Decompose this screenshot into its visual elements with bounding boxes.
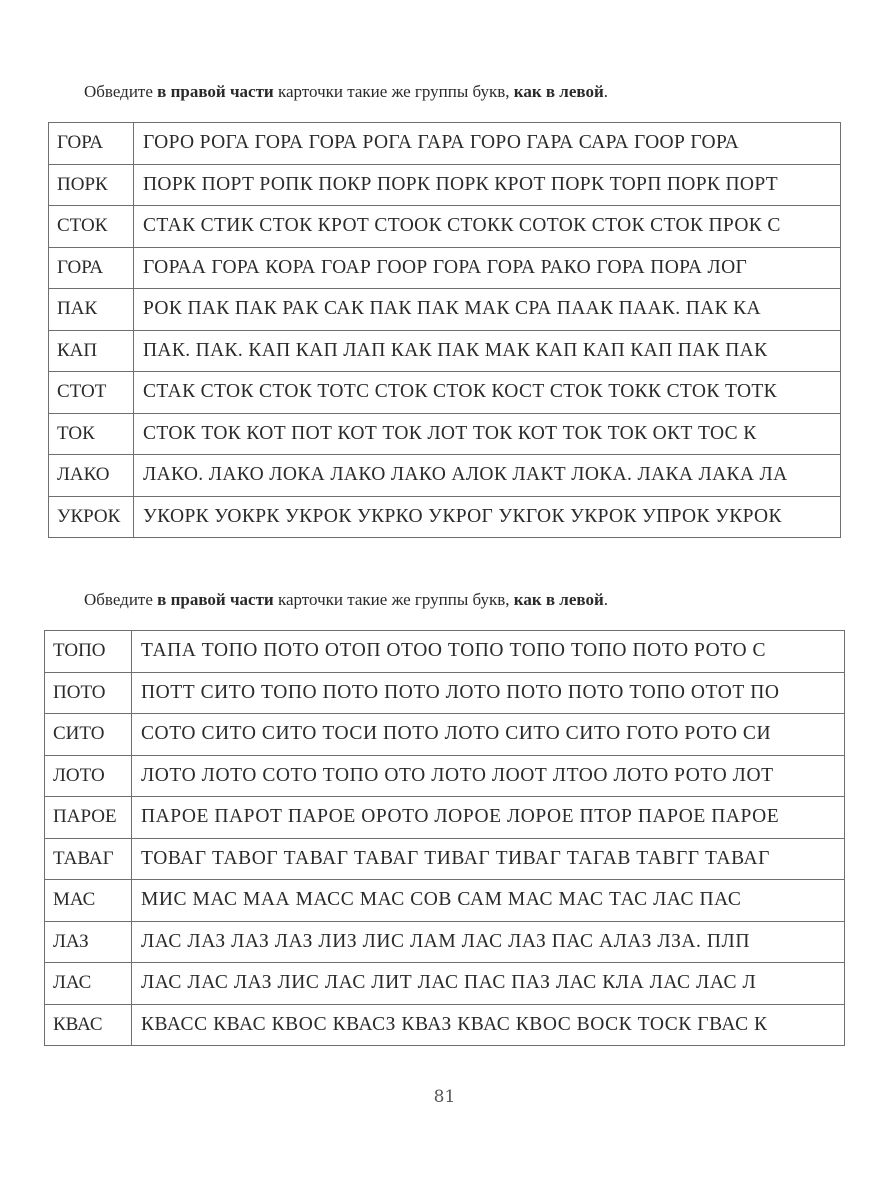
card-key: ТАВАГ [45, 838, 132, 880]
card-key: ТОПО [45, 631, 132, 673]
instruction-mid: карточки такие же группы букв, [273, 82, 514, 101]
card-row [45, 1004, 845, 1046]
card-key: ПАРОЕ [45, 797, 132, 839]
instruction-mid: карточки такие же группы букв, [273, 590, 514, 609]
instruction-pre: Обведите [84, 82, 158, 101]
card-row [49, 455, 841, 497]
card-letter-groups: ЛАС ЛАС ЛАЗ ЛИС ЛАС ЛИТ ЛАС ПАС ПАЗ ЛАС КЛА ЛАС ЛАС Л [132, 963, 845, 1005]
card-key: ГОРА [49, 247, 134, 289]
card-letter-groups: ГОРО РОГА ГОРА ГОРА РОГА ГАРА ГОРО ГАРА САРА ГООР ГОРА [134, 123, 841, 165]
card-key: ПАК [49, 289, 134, 331]
card-letter-groups: ТАПА ТОПО ПОТО ОТОП ОТОО ТОПО ТОПО ТОПО ПОТО РОТО С [132, 631, 845, 673]
card-key: СТОК [49, 206, 134, 248]
instruction-end: . [603, 82, 609, 101]
card-key: КАП [49, 330, 134, 372]
card-letter-groups: КВАСС КВАС КВОС КВАСЗ КВАЗ КВАС КВОС ВОСК ТОСК ГВАС К [132, 1004, 845, 1046]
instruction-bold-right: в правой части [157, 590, 274, 609]
instruction-bold-right: в правой части [157, 82, 274, 101]
card-key: СИТО [45, 714, 132, 756]
card-row [45, 631, 845, 673]
card-letter-groups: РОК ПАК ПАК РАК САК ПАК ПАК МАК СРА ПААК ПААК. ПАК КА [134, 289, 841, 331]
instruction-text-1 [84, 82, 608, 102]
card-key: ЛАЗ [45, 921, 132, 963]
card-row [49, 206, 841, 248]
card-row [49, 330, 841, 372]
card-key: ЛАС [45, 963, 132, 1005]
instruction-bold-left: как в левой [513, 82, 604, 101]
card-letter-groups: СТОК ТОК КОТ ПОТ КОТ ТОК ЛОТ ТОК КОТ ТОК ТОК ОКТ ТОС К [134, 413, 841, 455]
card-row [49, 164, 841, 206]
card-key: ПОРК [49, 164, 134, 206]
card-row [49, 289, 841, 331]
card-row [45, 714, 845, 756]
card-letter-groups: МИС МАС МАА МАСС МАС СОВ САМ МАС МАС ТАС ЛАС ПАС [132, 880, 845, 922]
instruction-pre: Обведите [84, 590, 158, 609]
card-row [45, 963, 845, 1005]
card-letter-groups: ПОРК ПОРТ РОПК ПОКР ПОРК ПОРК КРОТ ПОРК ТОРП ПОРК ПОРТ [134, 164, 841, 206]
card-key: ПОТО [45, 672, 132, 714]
card-row [49, 496, 841, 538]
card-row [49, 123, 841, 165]
card-row [49, 247, 841, 289]
card-letter-groups: СОТО СИТО СИТО ТОСИ ПОТО ЛОТО СИТО СИТО ГОТО РОТО СИ [132, 714, 845, 756]
card-row [45, 921, 845, 963]
card-key: ТОК [49, 413, 134, 455]
card-row [45, 755, 845, 797]
card-letter-groups: ГОРАА ГОРА КОРА ГОАР ГООР ГОРА ГОРА РАКО ГОРА ПОРА ЛОГ [134, 247, 841, 289]
card-letter-groups: ЛАКО. ЛАКО ЛОКА ЛАКО ЛАКО АЛОК ЛАКТ ЛОКА. ЛАКА ЛАКА ЛА [134, 455, 841, 497]
card-key: СТОТ [49, 372, 134, 414]
card-letter-groups: ЛОТО ЛОТО СОТО ТОПО ОТО ЛОТО ЛООТ ЛТОО ЛОТО РОТО ЛОТ [132, 755, 845, 797]
card-letter-groups: УКОРК УОКРК УКРОК УКРКО УКРОГ УКГОК УКРОК УПРОК УКРОК [134, 496, 841, 538]
card-row [45, 838, 845, 880]
card-key: ЛАКО [49, 455, 134, 497]
card-row [49, 413, 841, 455]
card-key: УКРОК [49, 496, 134, 538]
instruction-text-2 [84, 590, 608, 610]
letter-card-2 [44, 630, 845, 1046]
card-row [49, 372, 841, 414]
card-row [45, 880, 845, 922]
card-letter-groups: ПАК. ПАК. КАП КАП ЛАП КАК ПАК МАК КАП КАП КАП ПАК ПАК [134, 330, 841, 372]
card-letter-groups: ЛАС ЛАЗ ЛАЗ ЛАЗ ЛИЗ ЛИС ЛАМ ЛАС ЛАЗ ПАС АЛАЗ ЛЗА. ПЛП [132, 921, 845, 963]
card-key: КВАС [45, 1004, 132, 1046]
instruction-end: . [603, 590, 609, 609]
card-key: МАС [45, 880, 132, 922]
card-letter-groups: СТАК СТИК СТОК КРОТ СТООК СТОКК СОТОК СТОК СТОК ПРОК С [134, 206, 841, 248]
card-row [45, 797, 845, 839]
card-letter-groups: СТАК СТОК СТОК ТОТС СТОК СТОК КОСТ СТОК ТОКК СТОК ТОТК [134, 372, 841, 414]
card-row [45, 672, 845, 714]
instruction-bold-left: как в левой [513, 590, 604, 609]
card-key: ГОРА [49, 123, 134, 165]
card-letter-groups: ПОТТ СИТО ТОПО ПОТО ПОТО ЛОТО ПОТО ПОТО ТОПО ОТОТ ПО [132, 672, 845, 714]
card-letter-groups: ТОВАГ ТАВОГ ТАВАГ ТАВАГ ТИВАГ ТИВАГ ТАГАВ ТАВГГ ТАВАГ [132, 838, 845, 880]
card-letter-groups: ПАРОЕ ПАРОТ ПАРОЕ ОРОТО ЛОРОЕ ЛОРОЕ ПТОР ПАРОЕ ПАРОЕ [132, 797, 845, 839]
card-key: ЛОТО [45, 755, 132, 797]
page-number: 81 [433, 1087, 456, 1107]
letter-card-1 [48, 122, 841, 538]
